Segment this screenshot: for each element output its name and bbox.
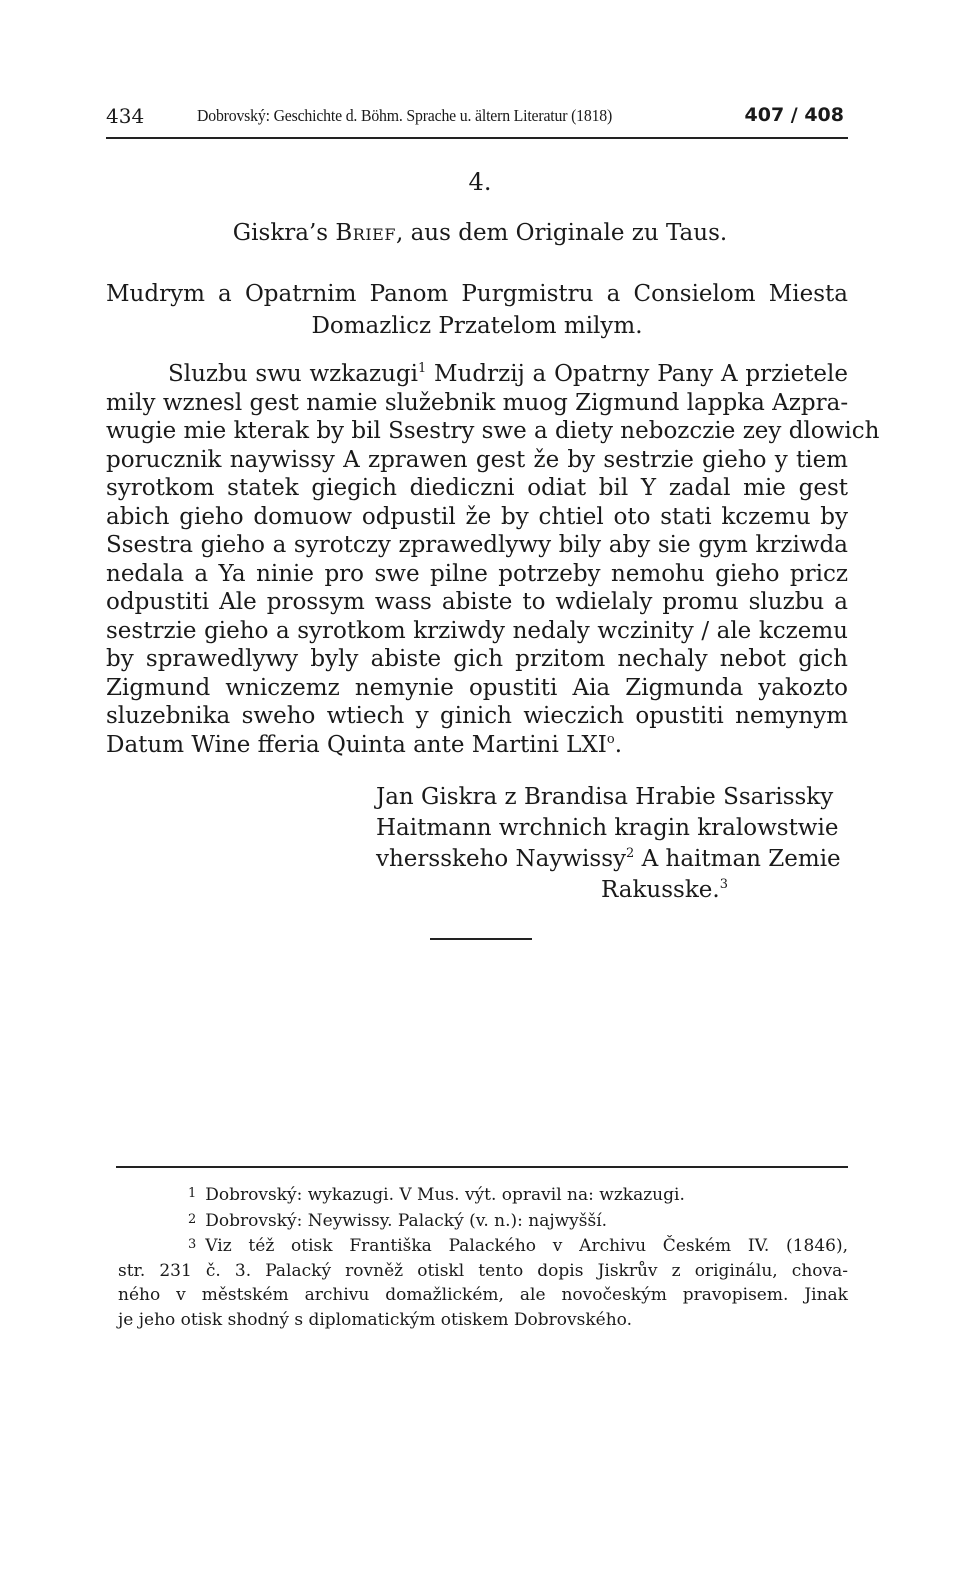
letter-body (106, 360, 880, 759)
letter-text: Mudrzij a Opatrny Pany A przietele (426, 361, 849, 387)
letter-line: sestrzie gieho a syrotkom krziwdy nedaly wczinity / ale kczemu (106, 617, 848, 644)
footnote-text: Dobrovský: wykazugi. V Mus. výt. opravil na: wzkazugi. (205, 1185, 685, 1205)
footnotes (118, 1182, 848, 1332)
letter-line (106, 360, 848, 389)
letter-line: sluzebnika sweho wtiech y ginich wieczich opustiti nemynym (106, 703, 848, 729)
letter-text: Datum Wine fferia Quinta ante Martini LXI (106, 731, 607, 758)
signature-text: Rakusske. (600, 877, 720, 903)
superscript: o (606, 731, 615, 747)
section-end-rule (430, 938, 532, 940)
letter-line: mily wznesl gest namie služebnik muog Zigmund lappka Azpra- (106, 389, 849, 416)
footnote-mark: 1 (188, 1186, 197, 1201)
footnote (118, 1208, 848, 1234)
letter-text: Sluzbu swu wzkazugi (168, 361, 418, 387)
letter-line (106, 731, 848, 760)
footnote-mark: 3 (188, 1237, 197, 1252)
letter-line: abich gieho domuow odpustil že by chtiel oto stati kczemu by (106, 503, 848, 530)
letter-text: . (614, 731, 622, 758)
signature-text: A haitman Zemie (634, 846, 841, 872)
footnote (118, 1182, 848, 1208)
letter-line: wugie mie kterak by bil Ssestry swe a diety nebozczie zey dlowich (106, 418, 880, 444)
title-prefix: Giskra’s (232, 220, 329, 246)
footnote (118, 1233, 848, 1259)
letter-line: nedala a Ya ninie pro swe pilne potrzeby nemohu gieho pricz (106, 560, 848, 587)
footnote-line: je jeho otisk shodný s diplomatickým otiskem Dobrovského. (118, 1309, 633, 1330)
page-number: 434 (106, 104, 145, 128)
address-line: Domazlicz Przatelom milym. (311, 313, 643, 339)
letter-line: syrotkom statek giegich diediczni odiat bil Y zadal mie gest (106, 475, 848, 501)
document-title (0, 220, 960, 246)
title-smallcaps-word: Brief (335, 220, 396, 246)
letter-line: Zigmund wniczemz nemynie opustiti Aia Zigmunda yakozto (106, 674, 848, 701)
footnote-line: ného v městském archivu domažlickém, ale novočeským pravopisem. Jinak (118, 1285, 848, 1305)
letter-line: Ssestra gieho a syrotczy zprawedlywy bily aby sie gym krziwda (106, 532, 848, 558)
footnote-mark: 2 (188, 1211, 197, 1227)
running-title: Dobrovský: Geschichte d. Böhm. Sprache u. ältern Literatur (1818) (197, 106, 613, 125)
signature-block (376, 782, 848, 906)
letter-address (106, 278, 848, 342)
signature-line: Jan Giskra z Brandisa Hrabie Ssarissky (376, 784, 834, 810)
section-number: 4. (468, 168, 492, 196)
letter-line: odpustiti Ale prossym wass abiste to wdielaly promu sluzbu a (106, 589, 848, 615)
footnote-rule (116, 1166, 848, 1168)
footnote-ref: 3 (719, 877, 728, 892)
letter-line: porucznik naywissy A zprawen gest že by sestrzie gieho y tiem (106, 446, 848, 473)
footnote-ref: 1 (417, 361, 427, 376)
folio-number: 407 / 408 (744, 104, 844, 126)
footnote-ref: 2 (626, 846, 635, 861)
footnote-text: Viz též otisk Františka Palackého v Archivu Českém IV. (1846), (205, 1236, 848, 1256)
header-rule (106, 137, 848, 139)
signature-line (376, 844, 848, 875)
address-line: Mudrym a Opatrnim Panom Purgmistru a Consielom Miesta (106, 281, 848, 307)
signature-text: vhersskeho Naywissy (376, 846, 627, 872)
title-suffix: , aus dem Originale zu Taus. (395, 220, 728, 246)
signature-line (376, 875, 848, 906)
footnote-line: str. 231 č. 3. Palacký rovněž otiskl tento dopis Jiskrův z originálu, chova- (118, 1260, 848, 1281)
signature-line: Haitmann wrchnich kragin kralowstwie (376, 815, 839, 841)
letter-line: by sprawedlywy byly abiste gich przitom nechaly nebot gich (106, 646, 848, 672)
running-header (106, 100, 848, 134)
footnote-text: Dobrovský: Neywissy. Palacký (v. n.): najwyšší. (205, 1210, 608, 1231)
